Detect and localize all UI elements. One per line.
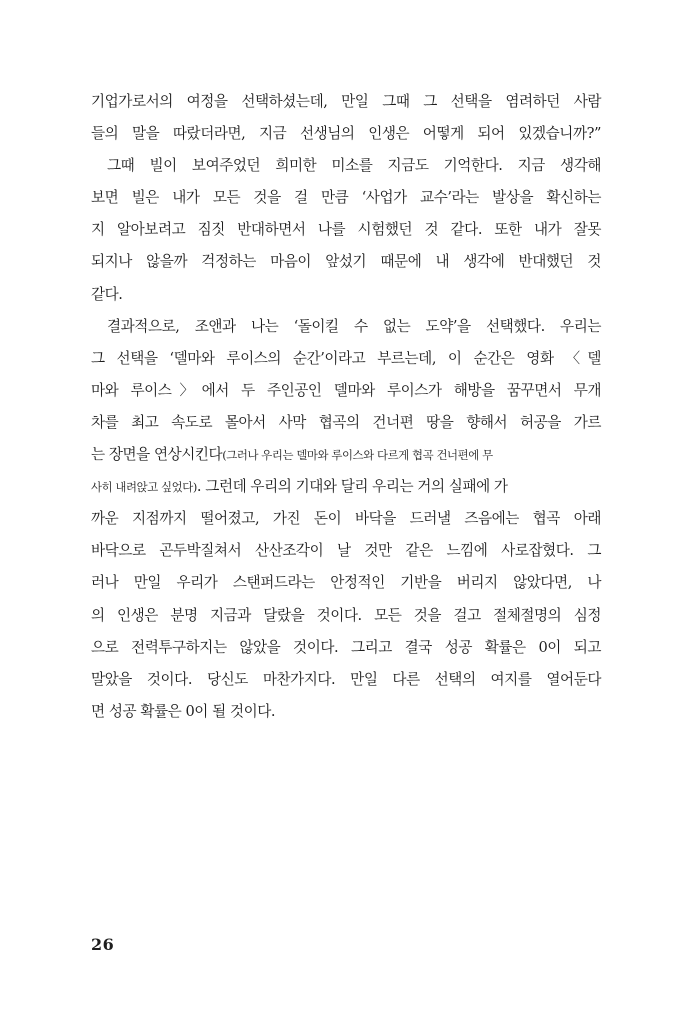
parenthetical-aside: (그러나 우리는 델마와 루이스와 다르게 협곡 건너편에 무 <box>222 448 493 463</box>
text-line: 들의 말을 따랐더라면, 지금 선생님의 인생은 어떻게 되어 있겠습니까?” <box>91 125 601 143</box>
parenthetical-aside: 사히 내려앉고 싶었다) <box>91 480 197 495</box>
text-line: 면 성공 확률은 0이 될 것이다. <box>91 702 276 720</box>
text-line: 보면 빌은 내가 모든 것을 걸 만큼 ‘사업가 교수’라는 발상을 확신하는 <box>91 189 601 207</box>
text-line: 차를 최고 속도로 몰아서 사막 협곡의 건너편 땅을 향해서 허공을 가르 <box>91 413 601 431</box>
text-line: 러나 만일 우리가 스탠퍼드라는 안정적인 기반을 버리지 않았다면, 나 <box>91 574 601 592</box>
text-line-with-aside <box>91 471 601 503</box>
text-line: 바닥으로 곤두박질쳐서 산산조각이 날 것만 같은 느낌에 사로잡혔다. 그 <box>91 542 601 560</box>
page-number: 26 <box>91 935 115 954</box>
paragraph-start-line: 그때 빌이 보여주었던 희미한 미소를 지금도 기억한다. 지금 생각해 <box>107 157 601 175</box>
text-line: 마와 루이스〉에서 두 주인공인 델마와 루이스가 해방을 꿈꾸면서 무개 <box>91 381 601 399</box>
text-line: 말았을 것이다. 당신도 마찬가지다. 만일 다른 선택의 여지를 열어둔다 <box>91 670 601 688</box>
text-line: 지 알아보려고 짐짓 반대하면서 나를 시험했던 것 같다. 또한 내가 잘못 <box>91 221 601 239</box>
text-line: 되지나 않을까 걱정하는 마음이 앞섰기 때문에 내 생각에 반대했던 것 <box>91 253 601 271</box>
body-text <box>91 86 601 728</box>
text-line: 으로 전력투구하지는 않았을 것이다. 그리고 결국 성공 확률은 0이 되고 <box>91 638 601 656</box>
paragraph-start-line: 결과적으로, 조앤과 나는 ‘돌이킬 수 없는 도약’을 선택했다. 우리는 <box>107 317 601 335</box>
text-segment: . 그런데 우리의 기대와 달리 우리는 거의 실패에 가 <box>196 478 508 496</box>
text-line: 까운 지점까지 떨어졌고, 가진 돈이 바닥을 드러낼 즈음에는 협곡 아래 <box>91 510 601 528</box>
text-line: 그 선택을 ‘델마와 루이스의 순간’이라고 부르는데, 이 순간은 영화 〈델 <box>91 349 601 367</box>
text-line-with-aside <box>91 439 601 471</box>
text-line: 의 인생은 분명 지금과 달랐을 것이다. 모든 것을 걸고 절체절명의 심정 <box>91 606 601 624</box>
text-line: 같다. <box>91 285 123 303</box>
text-line: 기업가로서의 여정을 선택하셨는데, 만일 그때 그 선택을 염려하던 사람 <box>91 93 601 110</box>
text-segment: 는 장면을 연상시킨다 <box>91 446 223 464</box>
